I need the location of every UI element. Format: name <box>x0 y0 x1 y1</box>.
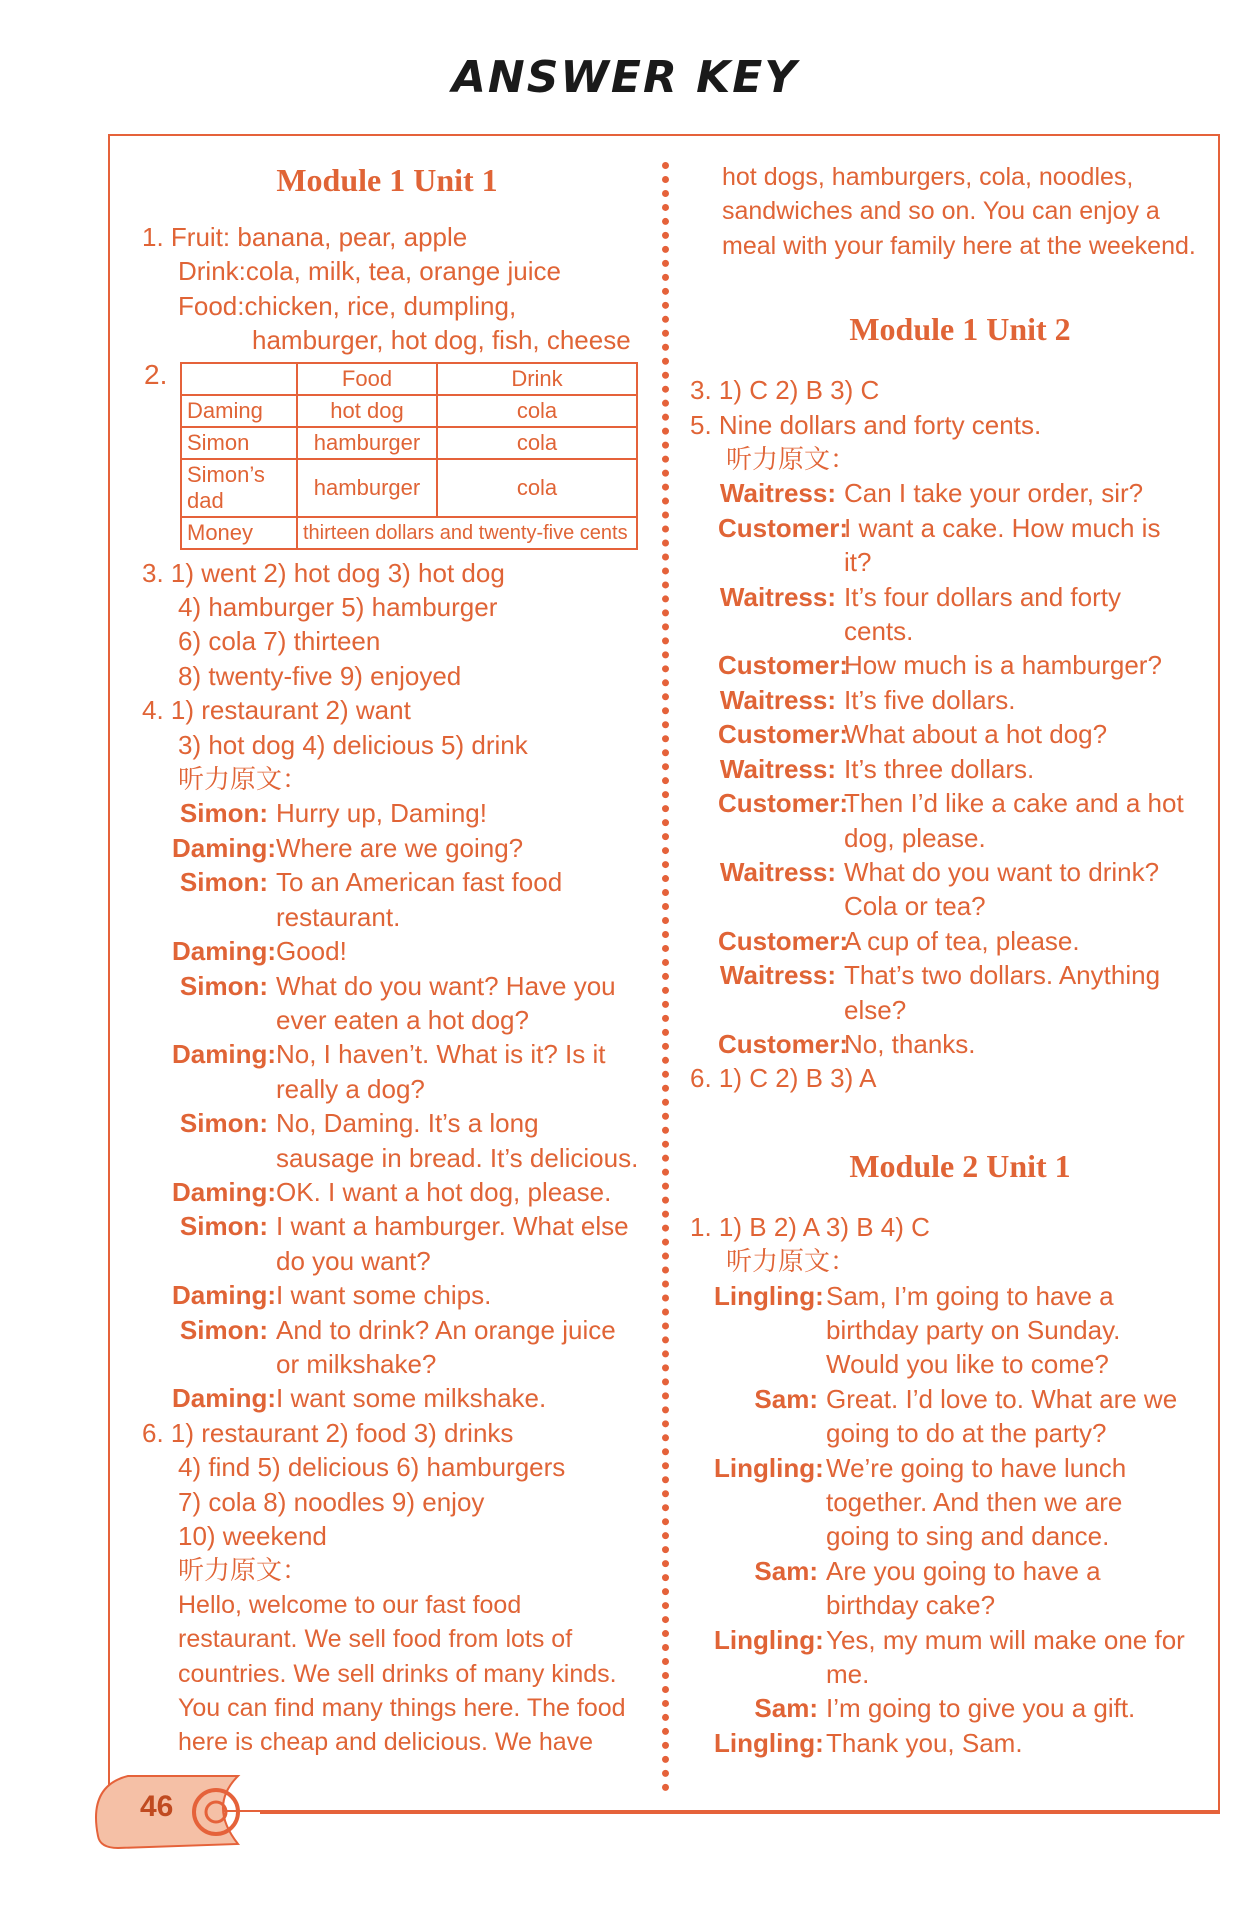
table-cell: Daming <box>181 395 297 427</box>
speech-text: I want some chips. <box>276 1280 492 1311</box>
speaker-name: Simon: <box>179 1108 268 1139</box>
speech-text: I’m going to give you a gift. <box>826 1693 1136 1724</box>
table-row <box>181 427 637 459</box>
column-divider <box>662 162 669 1792</box>
dialog-line <box>718 958 1190 1027</box>
label: 1. Fruit: <box>142 222 231 252</box>
speech-text: Where are we going? <box>276 832 524 863</box>
q3-line: 6) cola 7) thirteen <box>178 626 381 657</box>
speaker-name: Simon: <box>179 1211 268 1242</box>
q5-line: 5. Nine dollars and forty cents. <box>690 409 1042 440</box>
q1-food <box>142 289 642 323</box>
dialog-line <box>172 1106 642 1175</box>
q4-line: 3) hot dog 4) delicious 5) drink <box>178 729 528 760</box>
q4-line: 4. 1) restaurant 2) want <box>142 695 411 726</box>
page-number: 46 <box>140 1790 174 1823</box>
passage-line: You can find many things here. The food <box>178 1694 626 1723</box>
speech-text: It’s five dollars. <box>844 684 1016 715</box>
speech-text: We’re going to have lunch together. And then we are going to sing and dance. <box>826 1452 1127 1552</box>
table-cell: Drink <box>437 363 637 395</box>
speech-text: No, thanks. <box>844 1028 976 1059</box>
dialog-lingling-sam <box>690 1279 1190 1761</box>
speaker-name: Daming: <box>172 1176 276 1207</box>
speech-text: No, I haven’t. What is it? Is it really a dog? <box>276 1039 606 1104</box>
speech-text: It’s three dollars. <box>844 753 1035 784</box>
dialog-line <box>172 934 642 968</box>
speech-text: I want a hamburger. What else do you want? <box>276 1211 629 1276</box>
q1-fruit <box>142 220 642 254</box>
passage <box>142 1588 642 1760</box>
q6-line: 4) find 5) delicious 6) hamburgers <box>178 1452 566 1483</box>
dialog-line <box>718 786 1190 855</box>
speech-text: I want some milkshake. <box>276 1383 547 1414</box>
dialog-line <box>718 924 1190 958</box>
dialog-line <box>172 865 642 934</box>
passage-line: here is cheap and delicious. We have <box>178 1728 594 1757</box>
passage-cont <box>690 160 1196 263</box>
dialog-waitress-customer <box>690 476 1190 1061</box>
dialog-line <box>718 717 1190 751</box>
dialog-line <box>714 1726 1190 1760</box>
speech-text: Are you going to have a birthday cake? <box>826 1555 1101 1621</box>
speaker-name: Customer: <box>718 788 849 819</box>
dialog-line <box>714 1623 1190 1692</box>
speech-text: Yes, my mum will make one for me. <box>826 1624 1185 1690</box>
speech-text: A cup of tea, please. <box>844 925 1080 956</box>
dialog-simon-daming <box>142 796 642 1415</box>
speaker-name: Waitress: <box>719 960 836 991</box>
speaker-name: Customer: <box>718 925 849 956</box>
table-row <box>181 517 637 549</box>
value: cola, milk, tea, orange juice <box>245 256 561 287</box>
value: chicken, rice, dumpling, <box>244 290 517 321</box>
table-cell: cola <box>437 395 637 427</box>
q1-drink <box>142 254 642 288</box>
table-cell: hamburger <box>297 459 437 517</box>
speech-text: OK. I want a hot dog, please. <box>276 1176 612 1207</box>
speech-text: Thank you, Sam. <box>826 1727 1023 1758</box>
speaker-name: Waitress: <box>719 478 836 509</box>
speech-text: That’s two dollars. Anything else? <box>844 960 1161 1025</box>
label: Drink: <box>178 256 246 287</box>
dialog-line <box>718 511 1190 580</box>
speech-text: I want a cake. How much is it? <box>844 512 1161 578</box>
speech-text: Great. I’d love to. What are we going to do at the party? <box>826 1383 1178 1449</box>
speaker-name: Simon: <box>179 798 268 829</box>
q2-label: 2. <box>144 358 168 390</box>
module-heading: Module 1 Unit 1 <box>276 162 498 198</box>
dialog-line <box>172 1313 642 1382</box>
passage-line: countries. We sell drinks of many kinds. <box>178 1659 617 1688</box>
speech-text: Then I’d like a cake and a hot dog, please. <box>844 788 1184 853</box>
table-cell: hamburger <box>297 427 437 459</box>
q2 <box>142 358 642 550</box>
dialog-line <box>172 1209 642 1278</box>
passage-line: sandwiches and so on. You can enjoy a <box>722 197 1160 226</box>
table-row <box>181 459 637 517</box>
speech-text: Hurry up, Daming! <box>276 798 487 829</box>
speaker-name: Customer: <box>718 1028 849 1059</box>
speaker-name: Lingling: <box>714 1624 824 1655</box>
table-cell: Simon <box>181 427 297 459</box>
dialog-line <box>718 648 1190 682</box>
table-cell: thirteen dollars and twenty-five cents <box>297 517 637 549</box>
table-row <box>181 363 637 395</box>
speaker-name: Customer: <box>718 719 849 750</box>
table-cell: Food <box>297 363 437 395</box>
speaker-name: Daming: <box>172 1383 276 1414</box>
listening-label: 听力原文： <box>726 1246 857 1277</box>
passage-line: restaurant. We sell food from lots of <box>178 1625 573 1654</box>
q1-line: 1. 1) B 2) A 3) B 4) C <box>690 1211 930 1242</box>
speech-text: What do you want? Have you ever eaten a hot dog? <box>276 970 616 1035</box>
speaker-name: Sam: <box>754 1555 818 1586</box>
dialog-line <box>172 1278 642 1312</box>
dialog-line <box>172 1381 642 1415</box>
speech-text: Good! <box>276 936 347 967</box>
speech-text: What do you want to drink? Cola or tea? <box>844 856 1160 922</box>
speech-text: No, Daming. It’s a long sausage in bread. It’s delicious. <box>276 1108 639 1173</box>
speaker-name: Lingling: <box>714 1727 824 1758</box>
table-cell: cola <box>437 459 637 517</box>
speech-text: And to drink? An orange juice or milkshake? <box>276 1314 616 1379</box>
value: banana, pear, apple <box>237 222 468 252</box>
table-cell: Money <box>181 517 297 549</box>
passage-line: hot dogs, hamburgers, cola, noodles, <box>722 163 1134 191</box>
speech-text: Sam, I’m going to have a birthday party on Sunday. Would you like to come? <box>826 1280 1121 1380</box>
table-row <box>181 395 637 427</box>
speaker-name: Daming: <box>172 832 276 863</box>
q3-line: 3. 1) went 2) hot dog 3) hot dog <box>142 557 505 588</box>
speech-text: Can I take your order, sir? <box>844 478 1144 509</box>
dialog-line <box>718 683 1190 717</box>
dialog-line <box>714 1451 1190 1554</box>
speaker-name: Daming: <box>172 1039 276 1070</box>
table-cell: cola <box>437 427 637 459</box>
speaker-name: Waitress: <box>719 856 836 887</box>
dialog-line <box>714 1691 1190 1725</box>
q3-line: 4) hamburger 5) hamburger <box>178 592 498 623</box>
dialog-line <box>172 1037 642 1106</box>
speaker-name: Waitress: <box>719 753 836 784</box>
table-cell: Simon’s dad <box>181 459 297 517</box>
speaker-name: Sam: <box>754 1693 818 1724</box>
dialog-line <box>718 580 1190 649</box>
dialog-line <box>714 1554 1190 1623</box>
speaker-name: Waitress: <box>719 684 836 715</box>
q6-line: 7) cola 8) noodles 9) enjoy <box>178 1486 485 1517</box>
module-heading: Module 2 Unit 1 <box>849 1147 1071 1184</box>
left-column <box>142 160 642 1760</box>
speaker-name: Customer: <box>718 512 849 543</box>
speech-text: What about a hot dog? <box>844 719 1108 750</box>
q3-line: 8) twenty-five 9) enjoyed <box>178 660 462 691</box>
q1-food-cont: hamburger, hot dog, fish, cheese <box>252 325 631 356</box>
dialog-line <box>718 855 1190 924</box>
speaker-name: Simon: <box>179 867 268 898</box>
speaker-name: Simon: <box>179 970 268 1001</box>
dialog-line <box>718 476 1190 510</box>
passage-line: Hello, welcome to our fast food <box>178 1590 522 1619</box>
dialog-line <box>172 796 642 830</box>
q6-line: 6. 1) restaurant 2) food 3) drinks <box>142 1417 514 1448</box>
table-cell: hot dog <box>297 395 437 427</box>
speech-text: It’s four dollars and forty cents. <box>844 581 1121 647</box>
speaker-name: Simon: <box>179 1314 268 1345</box>
speech-text: How much is a hamburger? <box>844 650 1162 681</box>
dialog-line <box>714 1382 1190 1451</box>
dialog-line <box>718 1027 1190 1061</box>
dialog-line <box>714 1279 1190 1382</box>
q6-line: 10) weekend <box>178 1521 327 1551</box>
label: Food: <box>178 290 245 321</box>
speaker-name: Daming: <box>172 936 276 967</box>
listening-label: 听力原文： <box>178 764 309 795</box>
passage-line: meal with your family here at the weekend. <box>722 231 1196 260</box>
speaker-name: Waitress: <box>719 581 836 612</box>
footer-rule <box>260 1812 1220 1814</box>
page-title: ANSWER KEY <box>451 52 799 103</box>
module-heading: Module 1 Unit 2 <box>849 311 1071 348</box>
speech-text: To an American fast food restaurant. <box>276 867 563 932</box>
listening-label: 听力原文： <box>178 1555 309 1586</box>
dialog-line <box>172 831 642 865</box>
speaker-name: Lingling: <box>714 1280 824 1311</box>
dialog-line <box>172 1175 642 1209</box>
q6-line: 6. 1) C 2) B 3) A <box>690 1063 877 1094</box>
speaker-name: Sam: <box>754 1383 818 1414</box>
speaker-name: Customer: <box>718 650 849 681</box>
dialog-line <box>718 752 1190 786</box>
dialog-line <box>172 969 642 1038</box>
table-cell <box>181 363 297 395</box>
speaker-name: Daming: <box>172 1280 276 1311</box>
q3-line: 3. 1) C 2) B 3) C <box>690 375 880 406</box>
speaker-name: Lingling: <box>714 1452 824 1483</box>
answer-table <box>180 362 638 550</box>
right-column <box>690 160 1196 1760</box>
listening-label: 听力原文： <box>726 444 857 475</box>
